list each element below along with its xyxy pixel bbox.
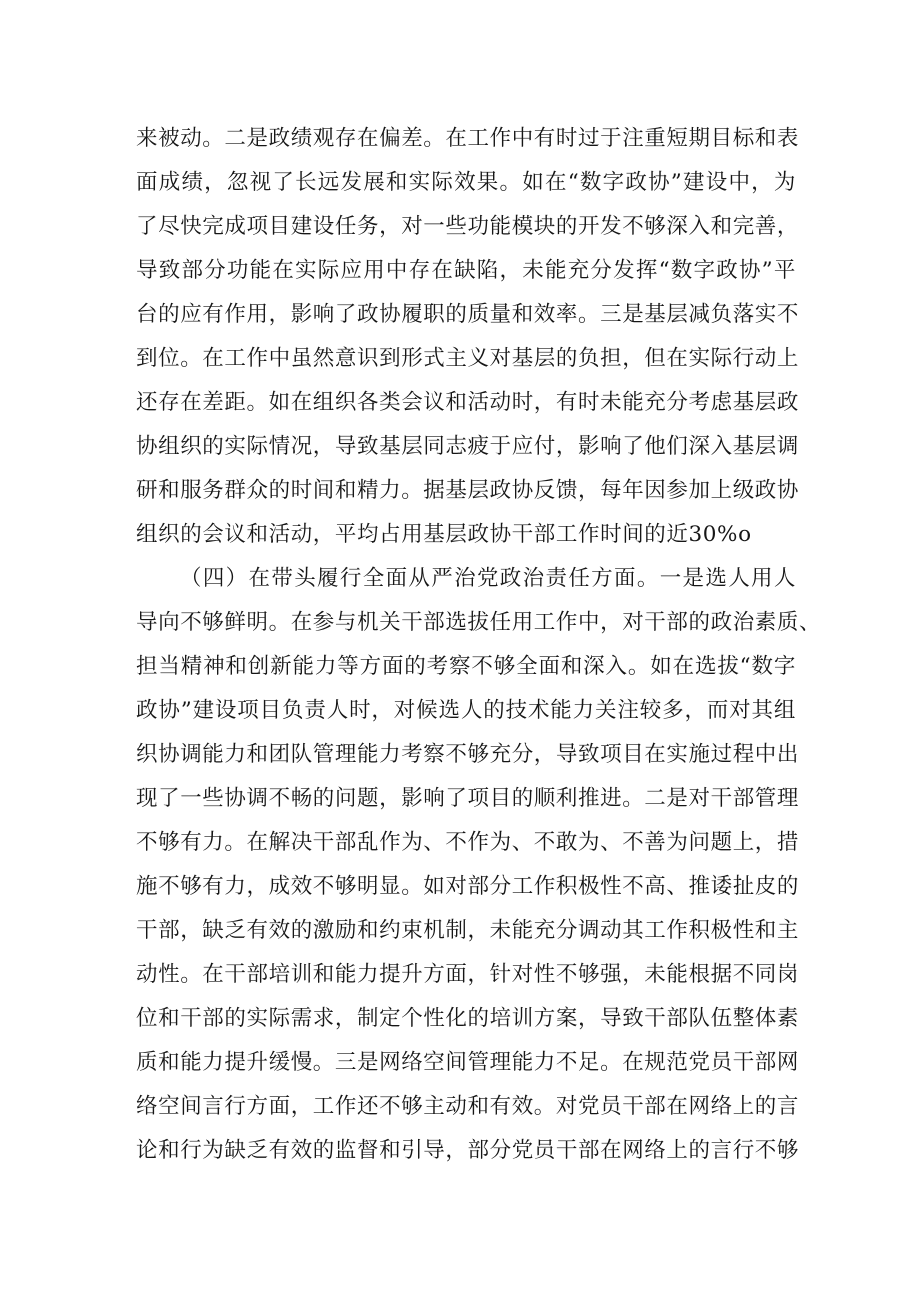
body-text-line: 导向不够鲜明。在参与机关干部选拔任用工作中，对干部的政治素质、 — [136, 610, 822, 635]
body-text-line: 协组织的实际情况，导致基层同志疲于应付，影响了他们深入基层调 — [136, 434, 800, 459]
body-text-line: 导致部分功能在实际应用中存在缺陷，未能充分发挥“数字政协”平 — [136, 258, 796, 283]
body-text-line: 络空间言行方面，工作还不够主动和有效。对党员干部在网络上的言 — [136, 1094, 800, 1119]
body-text-line: 来被动。二是政绩观存在偏差。在工作中有时过于注重短期目标和表 — [136, 126, 800, 151]
body-text-line: 现了一些协调不畅的问题，影响了项目的顺利推进。二是对干部管理 — [136, 786, 800, 811]
body-text-line: 位和干部的实际需求，制定个性化的培训方案，导致干部队伍整体素 — [136, 1006, 800, 1031]
body-text-line: 动性。在干部培训和能力提升方面，针对性不够强，未能根据不同岗 — [136, 962, 800, 987]
section-heading-line: （四）在带头履行全面从严治党政治责任方面。一是选人用人 — [180, 566, 796, 591]
body-text-line: 政协”建设项目负责人时，对候选人的技术能力关注较多，而对其组 — [136, 698, 796, 723]
body-text-line: 织协调能力和团队管理能力考察不够充分，导致项目在实施过程中出 — [136, 742, 800, 767]
body-text-line: 到位。在工作中虽然意识到形式主义对基层的负担，但在实际行动上 — [136, 346, 800, 371]
body-text-line: 不够有力。在解决干部乱作为、不作为、不敢为、不善为问题上，措 — [136, 830, 800, 855]
body-text-line: 还存在差距。如在组织各类会议和活动时，有时未能充分考虑基层政 — [136, 390, 800, 415]
body-text-line: 担当精神和创新能力等方面的考察不够全面和深入。如在选拔“数字 — [136, 654, 796, 679]
body-text-line: 台的应有作用，影响了政协履职的质量和效率。三是基层减负落实不 — [136, 302, 800, 327]
body-text-line: 组织的会议和活动，平均占用基层政协干部工作时间的近30%o — [136, 522, 752, 547]
body-text-line: 面成绩，忽视了长远发展和实际效果。如在“数字政协”建设中，为 — [136, 170, 796, 195]
body-text-line: 研和服务群众的时间和精力。据基层政协反馈，每年因参加上级政协 — [136, 478, 800, 503]
body-text-line: 了尽快完成项目建设任务，对一些功能模块的开发不够深入和完善， — [136, 214, 800, 239]
body-text-line: 干部，缺乏有效的激励和约束机制，未能充分调动其工作积极性和主 — [136, 918, 800, 943]
body-text-line: 施不够有力，成效不够明显。如对部分工作积极性不高、推诿扯皮的 — [136, 874, 800, 899]
body-text-line: 论和行为缺乏有效的监督和引导，部分党员干部在网络上的言行不够 — [136, 1138, 800, 1163]
body-text-line: 质和能力提升缓慢。三是网络空间管理能力不足。在规范党员干部网 — [136, 1050, 800, 1075]
